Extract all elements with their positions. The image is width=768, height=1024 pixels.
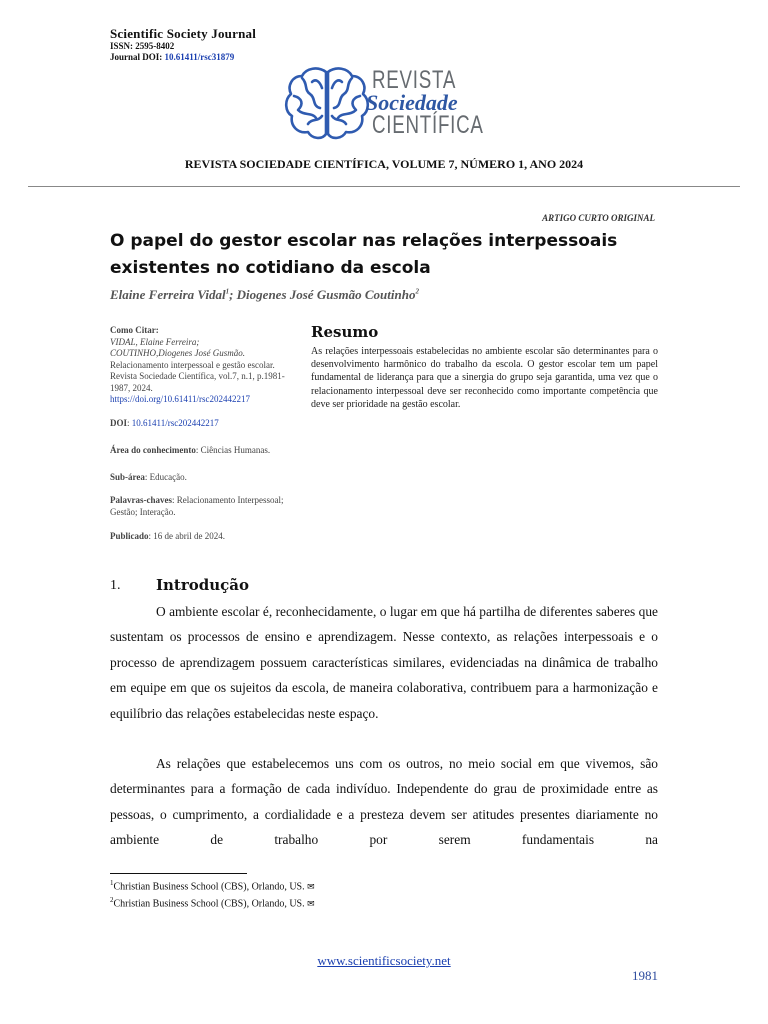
article-type: ARTIGO CURTO ORIGINAL [542, 213, 655, 223]
logo-sociedade: Sociedade [366, 90, 458, 115]
subarea-value: Educação. [149, 471, 187, 482]
brain-icon [282, 64, 372, 144]
cite-label: Como Citar: [110, 325, 159, 335]
title-line-2: existentes no cotidiano da escola [110, 258, 431, 278]
keywords-label: Palavras-chaves [110, 495, 172, 505]
footnote-2-num: 2 [110, 896, 114, 904]
section-number: 1. [110, 578, 121, 593]
footer-website [0, 953, 768, 969]
article-title [110, 228, 670, 282]
cite-reference: Relacionamento interpessoal e gestão escolar. Revista Sociedade Científica, vol.7, n.1, p.1981-1987, 2024. [110, 359, 285, 393]
journal-doi [110, 52, 234, 62]
footnote-1-text: Christian Business School (CBS), Orlando, US. [113, 881, 305, 893]
footnote-1 [110, 879, 315, 892]
footnote-2-text: Christian Business School (CBS), Orlando, US. [113, 898, 305, 910]
subarea-label: Sub-área [110, 471, 145, 482]
doi-label: DOI [110, 417, 128, 428]
area-label: Área do conhecimento [110, 445, 196, 455]
journal-doi-link[interactable]: 10.61411/rsc31879 [164, 52, 235, 62]
doi-link[interactable]: 10.61411/rsc202442217 [131, 417, 219, 428]
author-2-sup: 2 [415, 287, 419, 296]
cite-authors-2: COUTINHO,Diogenes José Gusmão. [110, 348, 245, 358]
cite-authors-1: VIDAL, Elaine Ferreira; [110, 336, 200, 347]
author-2: Diogenes José Gusmão Coutinho [236, 287, 416, 302]
logo-cientifica: CIENTÍFICA [372, 111, 484, 139]
keywords-value: Relacionamento Interpessoal; Gestão; Interação. [110, 495, 284, 517]
envelope-icon[interactable]: ✉ [307, 899, 315, 910]
volume-line: REVISTA SOCIEDADE CIENTÍFICA, VOLUME 7, NÚMERO 1, ANO 2024 [184, 157, 584, 171]
citation-sidebar: Como Citar: VIDAL, Elaine Ferreira; COUTINHO,Diogenes José Gusmão. Relacionamento interpessoal e gestão escolar. Revista Sociedade Científica, vol.7, n.1, p.1981-1987, 2024. https://doi.org/10.61411/rsc202442217 DOI: 10.61411/rsc202442217 Área do conhecimento: Ciências Humanas. Sub-área: Educação. Palavras-chaves: Relacionamento Interpessoal; Gestão; Interação. Publicado: 16 de abril de 2024. [110, 325, 285, 541]
intro-p1-text: O ambiente escolar é, reconhecidamente, o lugar em que há partilha de diferentes saberes que sustentam os processos de ensino e aprendizagem. Nesse contexto, as relações interpessoais e o processo de aprendizagem possuem características similares, evidenciadas na dinâmica de trabalho em equipe em que os sujeitos da escola, de maneira colaborativa, contribuem para a harmonização e equilíbrio das relações estabelecidas neste espaço. [110, 604, 658, 721]
page-number: 1981 [632, 968, 658, 983]
area-value: Ciências Humanas. [200, 445, 271, 455]
website-link[interactable]: www.scientificsociety.net [317, 953, 451, 968]
footnote-divider [110, 873, 247, 874]
journal-name: Scientific Society Journal [110, 26, 257, 41]
authors [110, 287, 419, 303]
section-title: Introdução [156, 576, 250, 594]
author-separator: ; [229, 287, 237, 302]
published-value: 16 de abril de 2024. [153, 531, 226, 541]
logo-revista: REVISTA [372, 66, 457, 94]
logo-wordmark [366, 66, 492, 139]
footnote-1-num: 1 [110, 879, 114, 887]
resumo-heading: Resumo [311, 323, 379, 341]
published-label: Publicado [110, 531, 149, 541]
intro-p2-text: As relações que estabelecemos uns com os outros, no meio social em que vivemos, são determinantes para a formação de cada indivíduo. Independente do grau de proximidade entre as pessoas, o cumprimento, a cordialidade e a presteza devem ser atitudes presentes diariamente no ambiente de trabalho por serem fundamentais na [110, 756, 658, 848]
intro-paragraph-1 [110, 599, 658, 726]
resumo-text: As relações interpessoais estabelecidas no ambiente escolar são determinantes para o desenvolvimento harmônico do trabalho da escola. O gestor escolar tem um papel fundamental de liderança para que a sinergia do grupo seja garantida, uma vez que o relacionamento interpessoal deve ser reconhecido como importante competência que deve ser prioridade na gestão escolar. [311, 346, 658, 410]
intro-paragraph-2 [110, 751, 658, 853]
title-line-1: O papel do gestor escolar nas relações interpessoais [110, 231, 618, 251]
author-1-sup: 1 [225, 287, 230, 296]
author-1: Elaine Ferreira Vidal [110, 287, 226, 302]
cite-doi-link[interactable]: https://doi.org/10.61411/rsc202442217 [110, 394, 251, 404]
header-divider [28, 186, 740, 187]
footnote-2 [110, 896, 315, 909]
journal-issn: ISSN: 2595-8402 [110, 41, 175, 51]
journal-doi-label: Journal DOI: [110, 52, 165, 62]
envelope-icon[interactable]: ✉ [307, 882, 315, 893]
